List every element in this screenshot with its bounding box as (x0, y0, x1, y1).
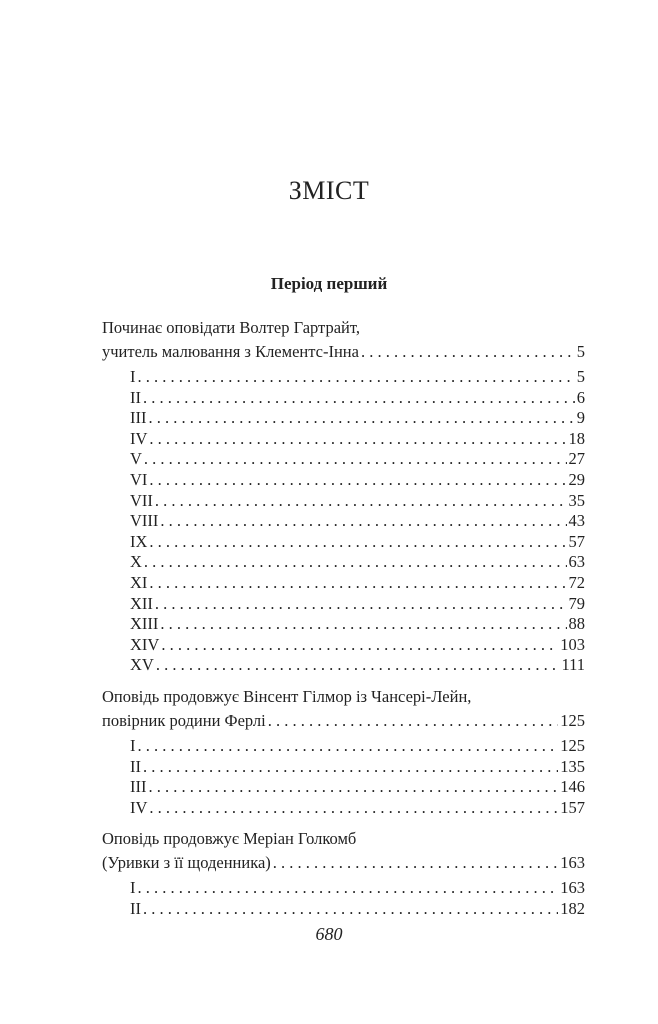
leader-dots (149, 532, 566, 553)
chapter-entry[interactable] (102, 655, 585, 676)
chapter-entry[interactable] (102, 757, 585, 778)
leader-dots (149, 470, 566, 491)
leader-dots (144, 552, 567, 573)
chapter-list (102, 367, 585, 676)
chapter-page-number: 27 (568, 449, 585, 469)
chapter-entry[interactable] (102, 777, 585, 798)
leader-dots (273, 851, 558, 875)
leader-dots (149, 429, 566, 450)
chapter-label: XII (130, 593, 153, 613)
leader-dots (138, 736, 559, 757)
leader-dots (148, 408, 574, 429)
leader-dots (143, 388, 575, 409)
chapter-entry[interactable] (102, 552, 585, 573)
section-page-number: 5 (576, 342, 585, 361)
chapter-label: VI (130, 469, 148, 489)
leader-dots (161, 635, 558, 656)
chapter-entry[interactable] (102, 573, 585, 594)
chapter-entry[interactable] (102, 614, 585, 635)
chapter-page-number: 163 (560, 878, 585, 898)
leader-dots (148, 777, 558, 798)
chapter-list (102, 736, 585, 818)
chapter-label: XI (130, 572, 148, 592)
chapter-page-number: 43 (568, 511, 585, 531)
section-page-number: 163 (560, 853, 585, 873)
chapter-entry[interactable] (102, 408, 585, 429)
toc-section (102, 685, 585, 818)
chapter-label: II (130, 387, 141, 407)
section-title: Оповідь продовжує Вінсент Гілмор із Чансері-Лейн, (102, 686, 472, 706)
chapter-entry[interactable] (102, 388, 585, 409)
chapter-entry[interactable] (102, 491, 585, 512)
section-entry[interactable] (102, 709, 585, 733)
chapter-entry[interactable] (102, 367, 585, 388)
leader-dots (156, 655, 560, 676)
leader-dots (160, 511, 566, 532)
chapter-label: XIII (130, 614, 159, 634)
chapter-page-number: 35 (568, 490, 585, 510)
leader-dots (138, 367, 575, 388)
section-entry[interactable] (102, 340, 585, 364)
chapter-page-number: 6 (576, 387, 585, 407)
chapter-list (102, 878, 585, 919)
table-of-contents (102, 316, 585, 928)
section-subtitle: повірник родини Ферлі (102, 710, 266, 730)
chapter-label: VIII (130, 511, 159, 531)
chapter-entry[interactable] (102, 798, 585, 819)
chapter-label: III (130, 777, 147, 797)
chapter-entry[interactable] (102, 429, 585, 450)
leader-dots (138, 878, 559, 899)
toc-section (102, 827, 585, 919)
leader-dots (143, 757, 558, 778)
chapter-page-number: 135 (560, 756, 585, 776)
part-heading: Період перший (270, 274, 388, 293)
chapter-page-number: 79 (568, 593, 585, 613)
chapter-label: IV (130, 797, 148, 817)
chapter-entry[interactable] (102, 470, 585, 491)
section-title: Оповідь продовжує Меріан Голкомб (102, 829, 357, 849)
section-entry[interactable] (102, 851, 585, 875)
page-title: ЗМІСТ (288, 176, 370, 205)
chapter-entry[interactable] (102, 594, 585, 615)
leader-dots (149, 798, 558, 819)
chapter-label: X (130, 552, 142, 572)
chapter-page-number: 111 (561, 655, 585, 675)
chapter-label: II (130, 898, 141, 918)
chapter-page-number: 63 (568, 552, 585, 572)
leader-dots (143, 899, 558, 920)
chapter-label: IV (130, 428, 148, 448)
chapter-page-number: 157 (560, 797, 585, 817)
chapter-label: II (130, 756, 141, 776)
chapter-label: VII (130, 490, 153, 510)
chapter-page-number: 57 (568, 531, 585, 551)
leader-dots (155, 594, 567, 615)
section-subtitle: учитель малювання з Клементс-Інна (102, 342, 359, 361)
chapter-page-number: 182 (560, 898, 585, 918)
chapter-page-number: 103 (560, 634, 585, 654)
leader-dots (268, 709, 558, 733)
section-subtitle: (Уривки з її щоденника) (102, 853, 271, 873)
chapter-entry[interactable] (102, 899, 585, 920)
chapter-label: I (130, 735, 136, 755)
chapter-label: IX (130, 531, 148, 551)
chapter-page-number: 5 (576, 367, 585, 386)
chapter-label: XIV (130, 634, 160, 654)
chapter-label: V (130, 449, 142, 469)
chapter-entry[interactable] (102, 635, 585, 656)
leader-dots (155, 491, 567, 512)
chapter-label: XV (130, 655, 154, 675)
page-number: 680 (315, 924, 343, 944)
chapter-page-number: 146 (560, 777, 585, 797)
leader-dots (361, 340, 575, 364)
leader-dots (160, 614, 566, 635)
chapter-label: I (130, 878, 136, 898)
chapter-page-number: 72 (568, 572, 585, 592)
chapter-label: I (130, 367, 136, 386)
chapter-entry[interactable] (102, 532, 585, 553)
chapter-entry[interactable] (102, 878, 585, 899)
chapter-page-number: 18 (568, 428, 585, 448)
chapter-page-number: 9 (576, 408, 585, 428)
section-page-number: 125 (560, 710, 585, 730)
chapter-page-number: 88 (568, 614, 585, 634)
toc-section (102, 316, 585, 676)
chapter-page-number: 29 (568, 469, 585, 489)
leader-dots (149, 573, 566, 594)
chapter-label: III (130, 408, 147, 428)
leader-dots (144, 449, 567, 470)
chapter-entry[interactable] (102, 449, 585, 470)
section-title: Починає оповідати Волтер Гартрайт, (102, 318, 360, 337)
chapter-entry[interactable] (102, 736, 585, 757)
chapter-page-number: 125 (560, 735, 585, 755)
chapter-entry[interactable] (102, 511, 585, 532)
